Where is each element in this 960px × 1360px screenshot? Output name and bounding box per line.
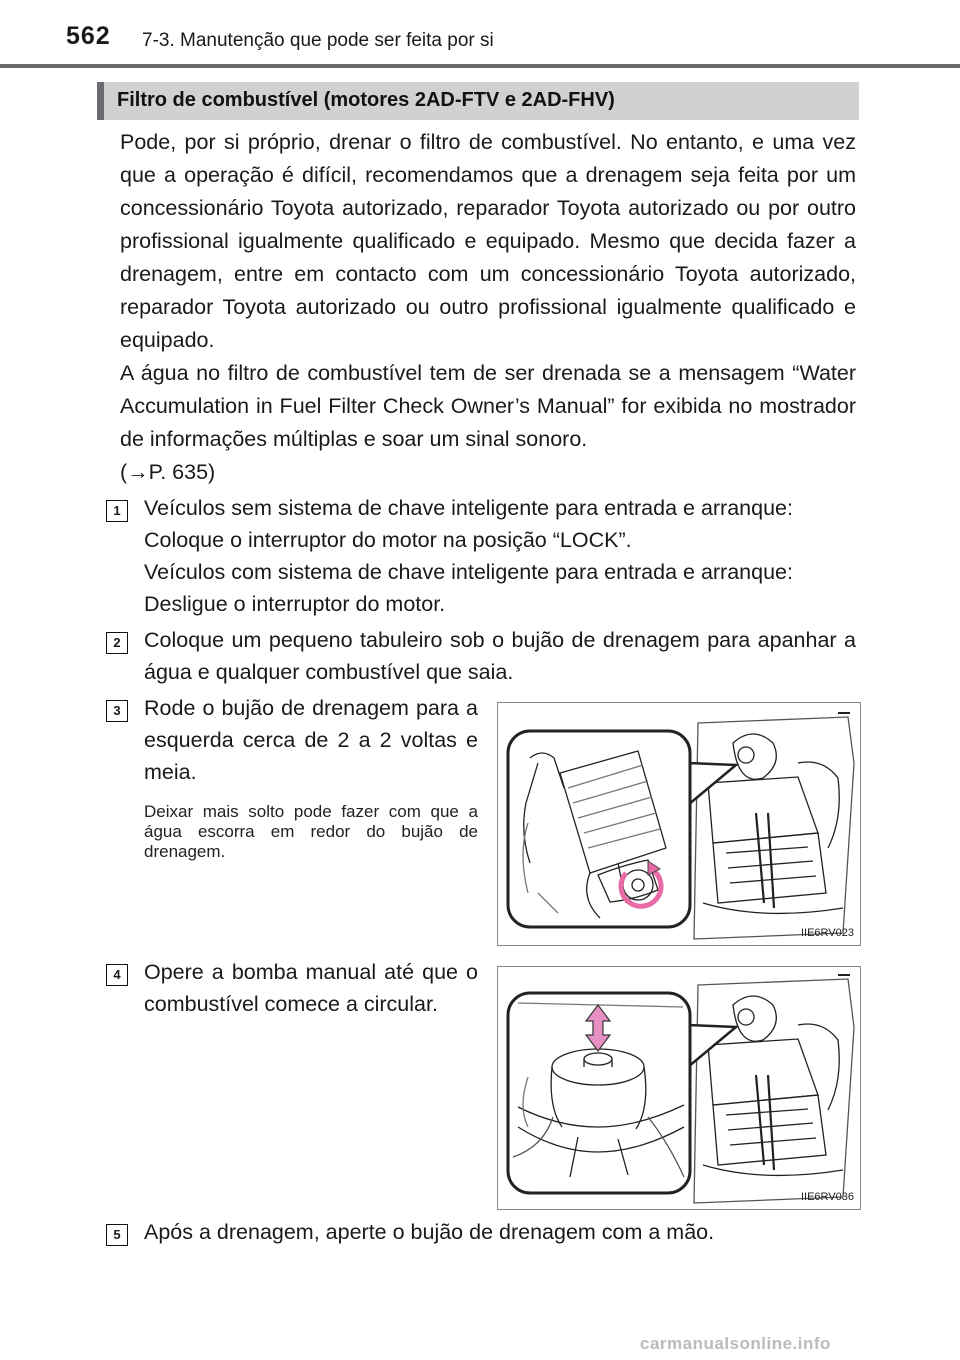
figure-fuel-filter-drain-plug <box>497 702 861 946</box>
chapter-title: 7-3. Manutenção que pode ser feita por si <box>142 30 494 51</box>
step-number-1: 1 <box>106 500 128 522</box>
step-number-3: 3 <box>106 700 128 722</box>
step-1-line-4: Desligue o interruptor do motor. <box>144 592 446 616</box>
step-3-note: Deixar mais solto pode fazer com que a água escorra em redor do bujão de drenagem. <box>144 802 478 861</box>
step-4-paragraph: Opere a bomba manual até que o combustível comece a circular. <box>144 960 478 1016</box>
step-3-text <box>144 692 478 862</box>
watermark: carmanualsonline.info <box>640 1334 831 1353</box>
header-divider <box>0 64 960 68</box>
illustration-drain-plug <box>498 703 860 945</box>
section-heading <box>97 82 859 120</box>
section-tab-marker <box>97 82 104 120</box>
intro-paragraph-2: A água no filtro de combustível tem de ser drenada se a mensagem “Water Accumulation in Fuel Filter Check Owner’s Manual” for exibida no mostrador de informações múltiplas e soar um sinal sonoro. <box>120 361 856 451</box>
intro-text <box>120 126 856 489</box>
step-4-text <box>144 956 478 1020</box>
step-1-text <box>144 492 856 620</box>
step-2-paragraph: Coloque um pequeno tabuleiro sob o bujão de drenagem para apanhar a água e qualquer combustível que saia. <box>144 628 856 684</box>
step-1-line-3: Veículos com sistema de chave inteligente para entrada e arranque: <box>144 560 793 584</box>
figure-code: IIE6RV023 <box>800 927 854 939</box>
figure-hand-pump <box>497 966 861 1210</box>
intro-paragraph-1: Pode, por si próprio, drenar o filtro de combustível. No entanto, e uma vez que a operação é difícil, recomendamos que a drenagem seja feita por um concessionário Toyota autorizado, reparador Toyota autorizado ou por outro profissional igualmente qualificado e equipado. Mesmo que decida fazer a drenagem, entre em contacto com um concessionário Toyota autorizado, reparador Toyota autorizado ou outro profissional igualmente qualificado e equipado. <box>120 130 856 352</box>
step-5-paragraph: Após a drenagem, aperte o bujão de drenagem com a mão. <box>144 1220 715 1244</box>
figure-code: IIE6RV036 <box>800 1191 854 1203</box>
page-number: 562 <box>66 22 111 50</box>
illustration-hand-pump <box>498 967 860 1209</box>
page-header <box>0 0 960 70</box>
step-3-paragraph: Rode o bujão de drenagem para a esquerda cerca de 2 a 2 voltas e meia. <box>144 696 478 784</box>
section-title: Filtro de combustível (motores 2AD-FTV e 2AD-FHV) <box>117 89 615 111</box>
step-number-2: 2 <box>106 632 128 654</box>
page-reference-link[interactable]: (→P. 635) <box>120 460 216 484</box>
step-1-line-2: Coloque o interruptor do motor na posição “LOCK”. <box>144 528 632 552</box>
step-1-line-1: Veículos sem sistema de chave inteligente para entrada e arranque: <box>144 496 793 520</box>
step-5-text <box>144 1216 856 1248</box>
step-number-5: 5 <box>106 1224 128 1246</box>
step-2-text <box>144 624 856 688</box>
step-number-4: 4 <box>106 964 128 986</box>
